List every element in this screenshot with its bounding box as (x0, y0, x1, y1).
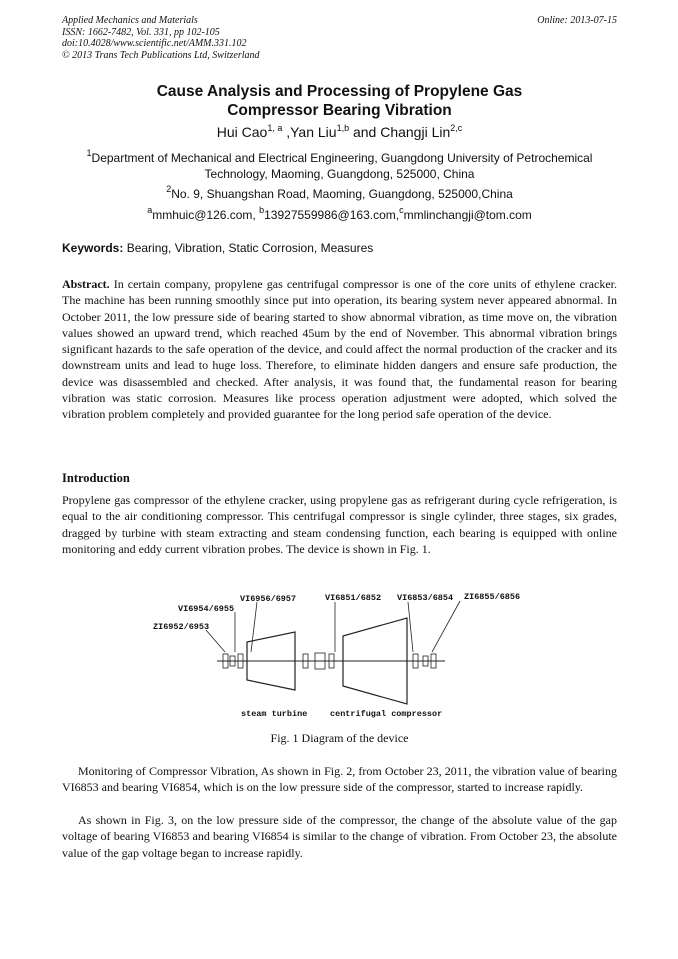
author-3: and Changji Lin (349, 124, 451, 140)
abstract-label: Abstract. (62, 277, 110, 291)
label-centrifugal-compressor: centrifugal compressor (330, 709, 443, 719)
affiliation-1-line-2: Technology, Maoming, Guangdong, 525000, China (204, 167, 475, 181)
abstract (62, 276, 617, 423)
author-1-sup: 1, a (267, 123, 283, 133)
abstract-text: In certain company, propylene gas centrifugal compressor is one of the core units of ethylene cracker. The machine has been running smoothly since put into operation, its bearing system never appeared abnormal. In October 2011, the low pressure side of bearing started to show abnormal vibration, as time move on, the vibration values showed an upward trend, which reached 45um by the end of November. This abnormal vibration brings significant hazards to the safe operation of the device, and could affect the normal production of the cracker and its downstream units and lead to huge loss. Therefore, to eliminate hidden dangers and ensure safe production, the device was disassembled and checked. After analysis, it was found that, the fundamental reason for bearing vibration was static corrosion. Measures like process operation adjustment were adopted, which solved the vibration problem completely and provided guarantee for the long period safe operation of the device. (62, 277, 617, 422)
email-a: mmhuic@126.com, (152, 208, 260, 222)
copyright-line: © 2013 Trans Tech Publications Ltd, Switzerland (62, 49, 260, 61)
label-zi6855: ZI6855/6856 (464, 592, 521, 602)
email-line (62, 207, 617, 223)
author-1: Hui Cao (216, 124, 268, 140)
email-b-sup: b (259, 205, 265, 215)
affiliation-2-text: No. 9, Shuangshan Road, Maoming, Guangdong, 525000,China (171, 187, 513, 201)
keywords-text: Bearing, Vibration, Static Corrosion, Measures (123, 241, 374, 255)
doi-line: doi:10.4028/www.scientific.net/AMM.331.102 (62, 38, 247, 49)
label-vi6954: VI6954/6955 (178, 604, 235, 614)
email-c: mmlinchangji@tom.com (403, 208, 532, 222)
leader-vi6853 (408, 602, 413, 652)
label-vi6853: VI6853/6854 (397, 593, 454, 603)
label-vi6956: VI6956/6957 (240, 594, 297, 604)
affiliation-2 (62, 186, 617, 202)
title-line-1: Cause Analysis and Processing of Propylene Gas (156, 83, 523, 100)
affiliation-2-sup: 2 (166, 184, 172, 194)
label-zi6952: ZI6952/6953 (153, 622, 210, 632)
email-c-sup: c (399, 205, 404, 215)
introduction-paragraph: Propylene gas compressor of the ethylene cracker, using propylene gas as refrigerant during cycle refrigeration, is equal to the air conditioning compressor. This centrifugal compressor is single cylinder, three stages, six grades, dragged by turbine with steam extracting and steam condensing function, each bearing is equipped with online monitoring and eddy current vibration probes. The device is shown in Fig. 1. (62, 493, 617, 556)
keywords-label: Keywords: (62, 241, 124, 255)
author-3-sup: 2,c (450, 123, 463, 133)
issn-line: ISSN: 1662-7482, Vol. 331, pp 102-105 (62, 26, 220, 38)
section-heading-introduction: Introduction (62, 471, 130, 485)
figure-1-caption: Fig. 1 Diagram of the device (270, 731, 409, 745)
title-line-2: Compressor Bearing Vibration (227, 102, 452, 119)
author-2: ,Yan Liu (282, 124, 337, 140)
leader-zi6855 (432, 601, 460, 652)
journal-name: Applied Mechanics and Materials (62, 15, 198, 26)
header-meta (62, 15, 617, 61)
email-b: 13927559986@163.com, (264, 208, 400, 222)
body-paragraph-1: Monitoring of Compressor Vibration, As shown in Fig. 2, from October 23, 2011, the vibration value of bearing VI6853 and bearing VI6854, which is on the low pressure side of the compressor, started to increase rapidly. (62, 764, 617, 795)
affiliation-1-sup: 1 (86, 148, 92, 158)
leader-vi6956 (251, 602, 257, 652)
paper-title (62, 82, 617, 120)
author-list (62, 124, 617, 140)
body-paragraph-2: As shown in Fig. 3, on the low pressure side of the compressor, the change of the absolute value of the gap voltage of bearing VI6853 and bearing VI6854 is similar to the change of vibration. From October 23, the absolute value of the gap voltage began to increase rapidly. (62, 813, 617, 860)
label-vi6851: VI6851/6852 (325, 593, 382, 603)
keywords (62, 241, 622, 255)
leader-zi6952 (206, 630, 225, 652)
figure-1-diagram (145, 584, 535, 724)
device-diagram (145, 584, 535, 724)
label-steam-turbine: steam turbine (241, 709, 308, 719)
author-2-sup: 1,b (336, 123, 350, 133)
online-date: Online: 2013-07-15 (537, 15, 617, 26)
email-a-sup: a (147, 205, 153, 215)
affiliation-1 (62, 150, 617, 182)
affiliation-1-line-1: Department of Mechanical and Electrical Engineering, Guangdong University of Petrochemical (91, 151, 593, 165)
